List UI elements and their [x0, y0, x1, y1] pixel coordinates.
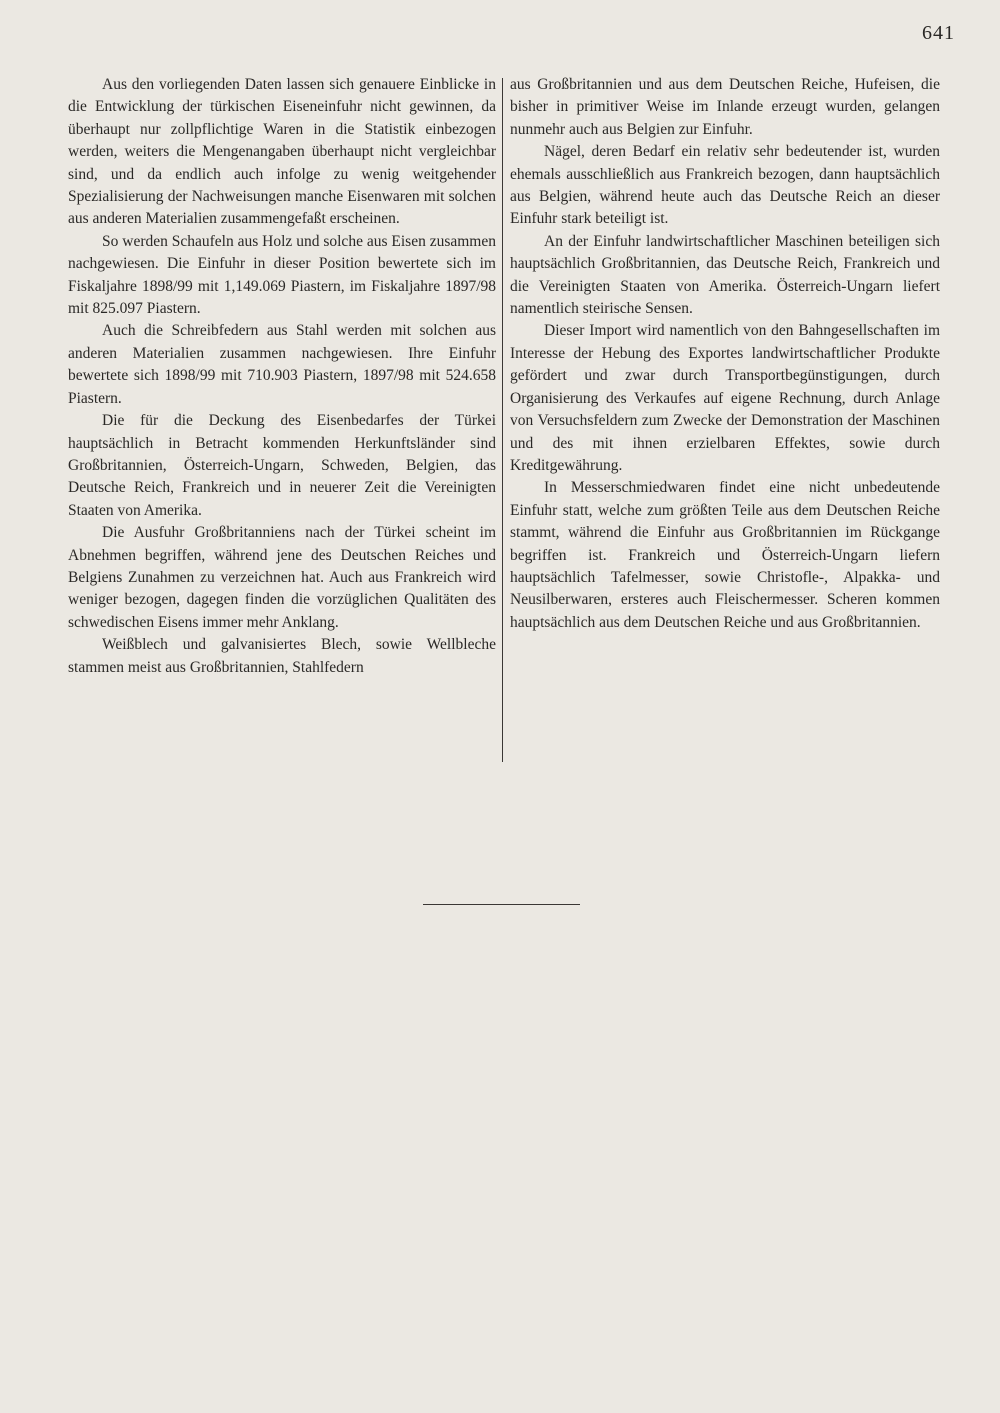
- paragraph: An der Einfuhr landwirtschaftlicher Maschinen beteiligen sich hauptsächlich Großbritannien, das Deutsche Reich, Frankreich und die Vereinigten Staaten von Amerika. Österreich-Ungarn liefert namentlich steirische Sensen.: [510, 232, 940, 318]
- paragraph: Die für die Deckung des Eisenbedarfes der Türkei hauptsächlich in Betracht kommenden Herkunftsländer sind Großbritannien, Österreich-Ungarn, Schweden, Belgien, das Deutsche Reich, Frankreich und in neuerer Zeit die Vereinigten Staaten von Amerika.: [68, 412, 496, 519]
- paragraph: Dieser Import wird namentlich von den Bahngesellschaften im Interesse der Hebung des Exportes landwirtschaftlicher Produkte gefördert und zwar durch Transportbegünstigungen, durch Organisierung des Verkaufes auf eigene Rechnung, durch Anlage von Versuchsfeldern zum Zwecke der Demonstration der Maschinen und des mit ihnen erzielbaren Effektes, sowie durch Kreditgewährung.: [510, 322, 940, 474]
- paragraph: Die Ausfuhr Großbritanniens nach der Türkei scheint im Abnehmen begriffen, während jene des Deutschen Reiches und Belgiens Zunahmen zu verzeichnen hat. Auch aus Frankreich wird weniger bezogen, dagegen finden die vorzüglichen Qualitäten des schwedischen Eisens immer mehr Anklang.: [68, 524, 496, 631]
- paragraph: Auch die Schreibfedern aus Stahl werden mit solchen aus anderen Materialien zusammen nachgewiesen. Ihre Einfuhr bewertete sich 1898/99 mit 710.903 Piastern, 1897/98 mit 524.658 Piastern.: [68, 322, 496, 407]
- paragraph: Nägel, deren Bedarf ein relativ sehr bedeutender ist, wurden ehemals ausschließlich aus Frankreich bezogen, dann hauptsächlich aus Belgien, während heute auch das Deutsche Reich an dieser Einfuhr stark beteiligt ist.: [510, 143, 940, 228]
- paragraph: So werden Schaufeln aus Holz und solche aus Eisen zusammen nachgewiesen. Die Einfuhr in dieser Position bewertete sich im Fiskaljahre 1898/99 mit 1,149.069 Piastern, im Fiskaljahre 1897/98 mit 825.097 Piastern.: [68, 232, 496, 318]
- right-column: [510, 74, 940, 634]
- page-number: 641: [922, 22, 955, 44]
- paragraph: Aus den vorliegenden Daten lassen sich genauere Einblicke in die Entwicklung der türkischen Eiseneinfuhr nicht gewinnen, da überhaupt nur zollpflichtige Waren in die Statistik einbezogen werden, weiters die Mengenangaben überhaupt nicht vergleichbar sind, und da endlich auch infolge zu wenig weitgehender Spezialisierung der Nachweisungen manche Eisenwaren mit solchen aus anderen Materialien zusammengefaßt erscheinen.: [68, 76, 496, 228]
- paragraph: aus Großbritannien und aus dem Deutschen Reiche, Hufeisen, die bisher in primitiver Weise im Inlande erzeugt wurden, gelangen nunmehr auch aus Belgien zur Einfuhr.: [510, 76, 940, 138]
- column-divider: [502, 78, 503, 762]
- end-rule: [423, 904, 580, 905]
- left-column: [68, 74, 496, 679]
- paragraph: In Messerschmiedwaren findet eine nicht unbedeutende Einfuhr statt, welche zum größten Teile aus dem Deutschen Reiche stammt, während die Einfuhr aus Großbritannien im Rückgange begriffen ist. Frankreich und Österreich-Ungarn liefern hauptsächlich Tafelmesser, sowie Christofle-, Alpakka- und Neusilberwaren, ersteres auch Fleischermesser. Scheren kommen hauptsächlich aus dem Deutschen Reiche und aus Großbritannien.: [510, 479, 940, 631]
- paragraph: Weißblech und galvanisiertes Blech, sowie Wellbleche stammen meist aus Großbritannien, Stahlfedern: [68, 636, 496, 676]
